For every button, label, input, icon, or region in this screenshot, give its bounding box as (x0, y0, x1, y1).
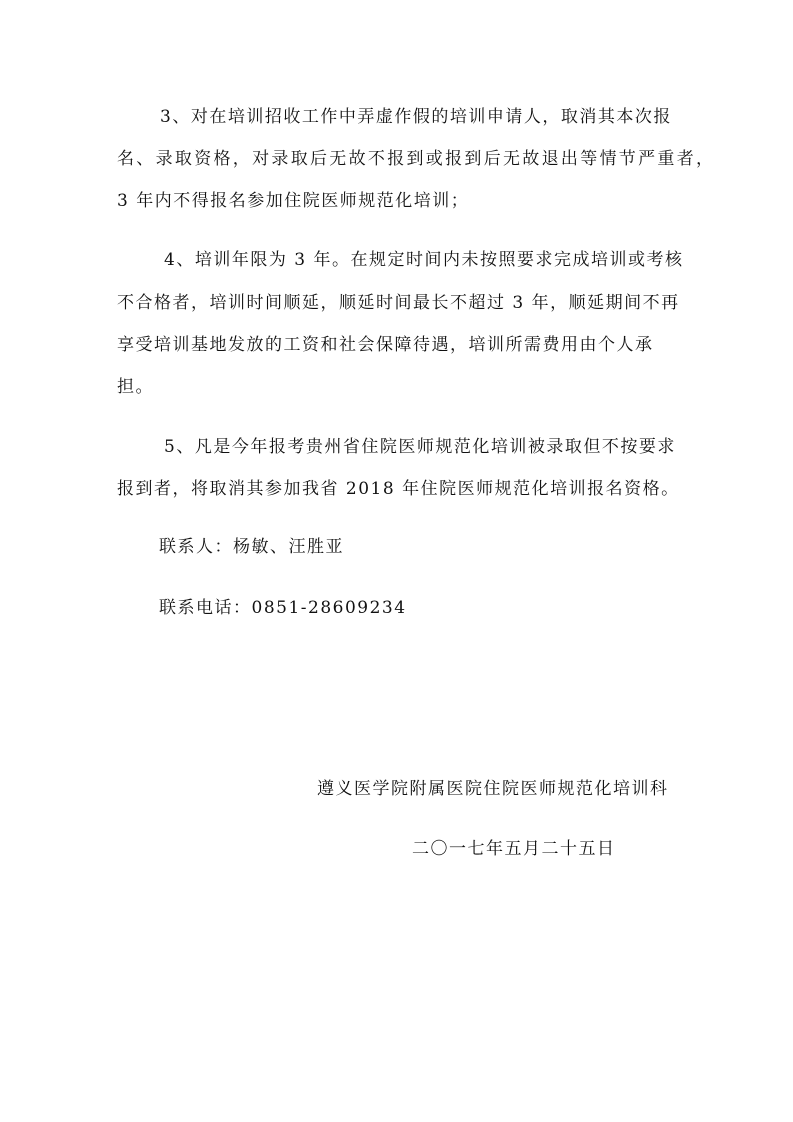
paragraph-line: 不合格者，培训时间顺延，顺延时间最长不超过 3 年，顺延期间不再 (117, 293, 680, 313)
paragraph-line: 4、培训年限为 3 年。在规定时间内未按照要求完成培训或考核 (164, 250, 684, 270)
paragraph-line: 3、对在培训招收工作中弄虚作假的培训申请人，取消其本次报 (160, 107, 672, 127)
paragraph-line: 担。 (117, 377, 154, 397)
contact-phone: 联系电话：0851-28609234 (159, 598, 407, 618)
paragraph-line: 享受培训基地发放的工资和社会保障待遇，培训所需费用由个人承 (117, 335, 654, 355)
paragraph-line: 3 年内不得报名参加住院医师规范化培训； (117, 191, 470, 211)
paragraph-line: 5、凡是今年报考贵州省住院医师规范化培训被录取但不按要求 (164, 437, 676, 457)
issue-date: 二〇一七年五月二十五日 (412, 839, 616, 859)
issuer: 遵义医学院附属医院住院医师规范化培训科 (317, 779, 669, 799)
contact-person: 联系人：杨敏、汪胜亚 (159, 537, 344, 557)
paragraph-line: 名、录取资格，对录取后无故不报到或报到后无故退出等情节严重者， (117, 149, 716, 169)
paragraph-line: 报到者，将取消其参加我省 2018 年住院医师规范化培训报名资格。 (117, 479, 680, 499)
